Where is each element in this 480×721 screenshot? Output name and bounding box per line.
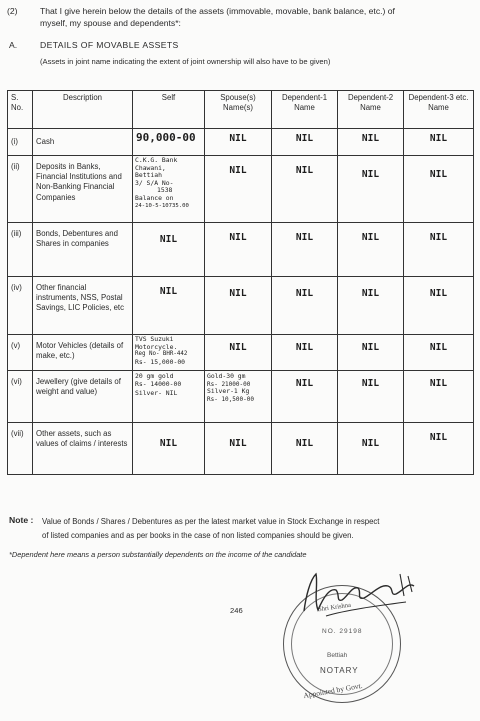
col-header-self: Self <box>133 91 205 129</box>
nil-entry: NIL <box>229 288 247 299</box>
row-description: Jewellery (give details of weight and value) <box>33 371 133 423</box>
dependent-2-value <box>338 156 404 223</box>
spouse-value <box>205 423 272 475</box>
spouse-value <box>205 335 272 371</box>
row-description: Cash <box>33 129 133 156</box>
nil-entry: NIL <box>361 378 380 389</box>
dependent-2-value <box>338 223 404 277</box>
dependent-2-value <box>338 371 404 423</box>
table-row <box>8 129 474 156</box>
self-value <box>133 423 205 475</box>
dependent-3-value <box>404 371 474 423</box>
handwritten-line: TVS Suzuki <box>135 335 174 343</box>
seal-top-text: Shri Krishna <box>317 601 352 614</box>
dependent-3-value <box>404 129 474 156</box>
dependent-1-value <box>272 156 338 223</box>
signature <box>296 566 426 626</box>
note-line1: Value of Bonds / Shares / Debentures as per the latest market value in Stock Exchange in respect <box>42 517 380 526</box>
col-header-description: Description <box>33 91 133 129</box>
nil-entry: NIL <box>429 232 448 243</box>
item-text-line2: myself, my spouse and dependents*: <box>40 18 181 28</box>
handwritten-line: Rs- 21000-00 <box>207 380 251 388</box>
spouse-value <box>205 129 272 156</box>
dependent-2-value <box>338 129 404 156</box>
spouse-value <box>205 156 272 223</box>
row-sno: (v) <box>8 335 33 371</box>
self-value <box>133 129 205 156</box>
col-header-sno: S. No. <box>8 91 33 129</box>
nil-entry: NIL <box>295 378 314 389</box>
dependent-2-value <box>338 277 404 335</box>
section-note: (Assets in joint name indicating the extent of joint ownership will also have to be given) <box>40 57 331 66</box>
handwritten-line: Balance on <box>135 193 174 202</box>
note-line2: of listed companies and as per books in the case of non listed companies should be given. <box>42 531 354 540</box>
nil-entry: NIL <box>361 133 380 144</box>
nil-entry: NIL <box>295 288 314 299</box>
handwritten-line: 24-10-5-10735.00 <box>135 202 189 209</box>
handwritten-line: Rs- 15,000-00 <box>135 357 186 366</box>
handwritten-line: Rs- 10,500-00 <box>207 395 254 403</box>
section-letter: A. <box>9 40 18 50</box>
self-value <box>133 335 205 371</box>
self-value <box>133 371 205 423</box>
dependent-1-value <box>272 223 338 277</box>
page-number: 246 <box>230 606 243 615</box>
col-header-dependent-1: Dependent-1 Name <box>272 91 338 129</box>
table-row <box>8 335 474 371</box>
table-row <box>8 423 474 475</box>
row-description: Motor Vehicles (details of make, etc.) <box>33 335 133 371</box>
row-sno: (iii) <box>8 223 33 277</box>
seal-bottom-text: Appointed by Govt. <box>302 680 364 701</box>
nil-entry: NIL <box>229 342 247 353</box>
row-sno: (iv) <box>8 277 33 335</box>
table-row <box>8 223 474 277</box>
dependent-3-value <box>404 223 474 277</box>
handwritten-line: Chawani, <box>135 163 166 172</box>
nil-entry: NIL <box>159 234 178 245</box>
row-sno: (vi) <box>8 371 33 423</box>
nil-entry: NIL <box>429 342 448 353</box>
row-description: Bonds, Debentures and Shares in companies <box>33 223 133 277</box>
nil-entry: NIL <box>429 288 448 299</box>
self-value <box>133 223 205 277</box>
nil-entry: NIL <box>361 288 380 299</box>
nil-entry: NIL <box>429 432 448 443</box>
nil-entry: NIL <box>295 342 314 353</box>
handwritten-line: 1538 <box>157 186 173 195</box>
nil-entry: NIL <box>295 133 314 144</box>
nil-entry: NIL <box>361 342 380 353</box>
nil-entry: NIL <box>229 232 247 243</box>
spouse-value <box>205 277 272 335</box>
nil-entry: NIL <box>429 378 448 389</box>
seal-line1: NO. 29198 <box>322 628 363 635</box>
row-sno: (vii) <box>8 423 33 475</box>
dependent-3-value <box>404 335 474 371</box>
dependent-3-value <box>404 277 474 335</box>
dependent-2-value <box>338 335 404 371</box>
seal-line2: Bettiah <box>327 652 348 659</box>
dependent-note: *Dependent here means a person substantially dependents on the income of the candidate <box>9 550 307 559</box>
dependent-1-value <box>272 371 338 423</box>
handwritten-line: C.K.G. Bank <box>135 156 178 164</box>
nil-entry: NIL <box>159 438 178 449</box>
nil-entry: NIL <box>295 165 314 176</box>
row-description: Deposits in Banks, Financial Institutions and Non-Banking Financial Companies <box>33 156 133 223</box>
handwritten-line: Motorcycle. <box>135 342 178 351</box>
seal-line3: NOTARY <box>320 666 359 675</box>
handwritten-line: 20 gm gold <box>135 372 174 380</box>
spouse-value <box>205 371 272 423</box>
nil-entry: NIL <box>229 133 247 144</box>
dependent-1-value <box>272 335 338 371</box>
nil-entry: NIL <box>361 169 380 180</box>
col-header-spouse: Spouse(s) Name(s) <box>205 91 272 129</box>
col-header-dependent-3: Dependent-3 etc. Name <box>404 91 474 129</box>
row-sno: (ii) <box>8 156 33 223</box>
handwritten-line: 3/ S/A No- <box>135 178 174 187</box>
dependent-1-value <box>272 423 338 475</box>
row-description: Other financial instruments, NSS, Postal Savings, LIC Policies, etc <box>33 277 133 335</box>
handwritten-line: Silver- NIL <box>135 389 178 398</box>
nil-entry: NIL <box>229 438 247 449</box>
note-label: Note : <box>9 515 34 525</box>
handwritten-line: Reg No- BHR-442 <box>135 351 188 358</box>
self-cash-amount: 90,000-00 <box>136 131 196 144</box>
dependent-1-value <box>272 277 338 335</box>
handwritten-line: Rs- 14000-00 <box>135 379 182 388</box>
nil-entry: NIL <box>159 286 178 297</box>
dependent-3-value <box>404 156 474 223</box>
table-row <box>8 156 474 223</box>
nil-entry: NIL <box>295 438 314 449</box>
nil-entry: NIL <box>361 438 380 449</box>
nil-entry: NIL <box>229 165 247 176</box>
row-description: Other assets, such as values of claims / interests <box>33 423 133 475</box>
self-value <box>133 156 205 223</box>
table-row <box>8 277 474 335</box>
handwritten-line: Silver-1 Kg <box>207 387 250 396</box>
self-value <box>133 277 205 335</box>
item-text-line1: That I give herein below the details of the assets (immovable, movable, bank balance, etc.) of <box>40 6 395 16</box>
handwritten-line: Gold-30 gm <box>207 372 246 380</box>
dependent-2-value <box>338 423 404 475</box>
table-header-row <box>8 91 474 129</box>
movable-assets-table <box>7 90 474 475</box>
dependent-3-value <box>404 423 474 475</box>
row-sno: (i) <box>8 129 33 156</box>
dependent-1-value <box>272 129 338 156</box>
table-row <box>8 371 474 423</box>
handwritten-line: Bettiah <box>135 171 162 180</box>
nil-entry: NIL <box>295 232 314 243</box>
col-header-dependent-2: Dependent-2 Name <box>338 91 404 129</box>
spouse-value <box>205 223 272 277</box>
nil-entry: NIL <box>429 133 448 144</box>
nil-entry: NIL <box>361 232 380 243</box>
nil-entry: NIL <box>429 169 448 180</box>
section-title: DETAILS OF MOVABLE ASSETS <box>40 40 179 50</box>
item-number: (2) <box>7 6 18 16</box>
